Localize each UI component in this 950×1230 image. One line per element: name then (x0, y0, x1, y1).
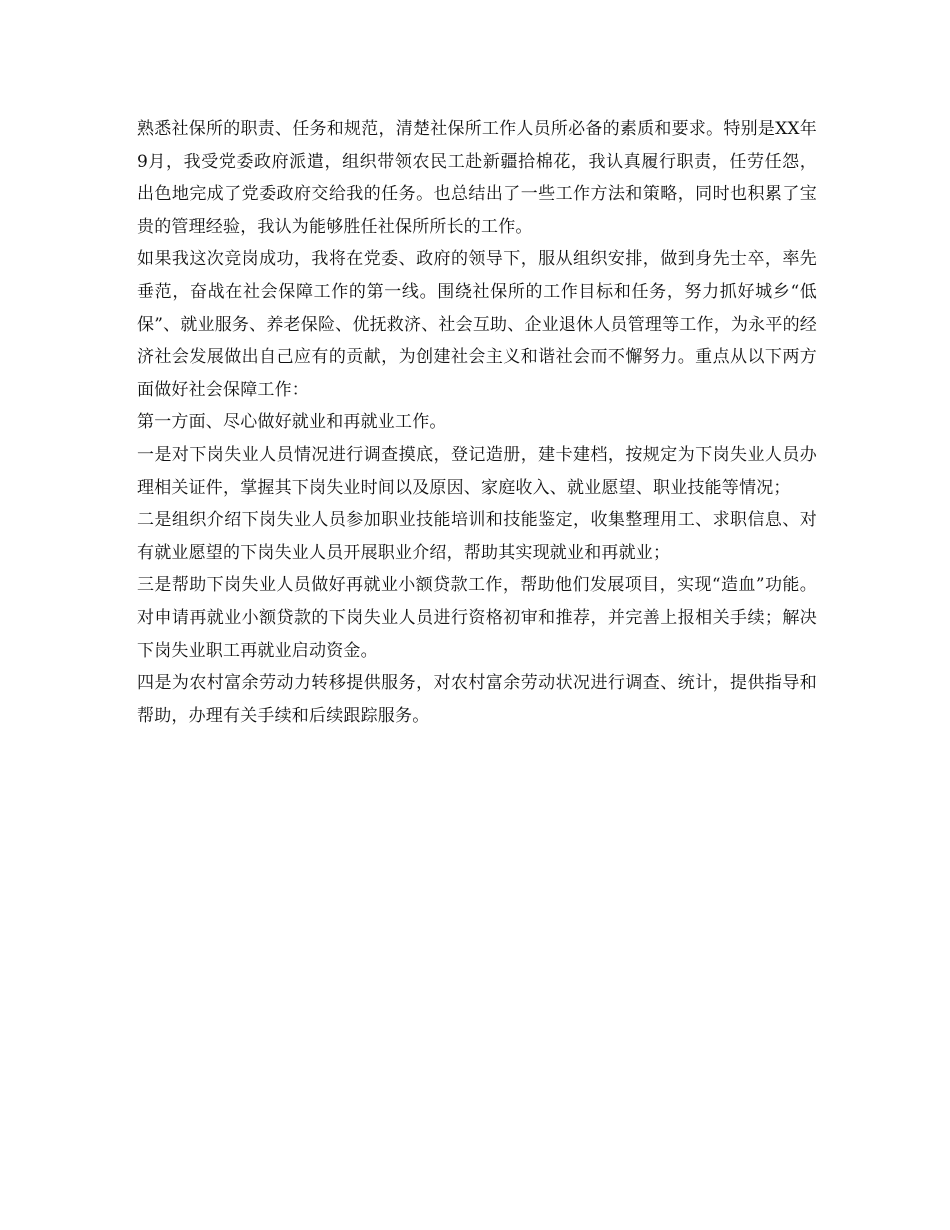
list-item-loans: 三是帮助下岗失业人员做好再就业小额贷款工作，帮助他们发展项目，实现“造血”功能。对申请再就业小额贷款的下岗失业人员进行资格初审和推荐，并完善上报相关手续；解决下岗失业职工再就业启动资金。 (137, 575, 817, 661)
list-item-training: 二是组织介绍下岗失业人员参加职业技能培训和技能鉴定，收集整理用工、求职信息、对有就业愿望的下岗失业人员开展职业介绍，帮助其实现就业和再就业； (137, 510, 817, 563)
paragraph-qualifications: 熟悉社保所的职责、任务和规范，清楚社保所工作人员所必备的素质和要求。特别是XX年9月，我受党委政府派遣，组织带领农民工赴新疆拾棉花，我认真履行职责，任劳任怨，出色地完成了党委政府交给我的任务。也总结出了一些工作方法和策略，同时也积累了宝贵的管理经验，我认为能够胜任社保所所长的工作。 (137, 119, 817, 237)
list-item-survey: 一是对下岗失业人员情况进行调查摸底，登记造册，建卡建档，按规定为下岗失业人员办理相关证件，掌握其下岗失业时间以及原因、家庭收入、就业愿望、职业技能等情况； (137, 444, 817, 498)
paragraph-commitment: 如果我这次竞岗成功，我将在党委、政府的领导下，服从组织安排，做到身先士卒，率先垂范，奋战在社会保障工作的第一线。围绕社保所的工作目标和任务，努力抓好城乡“低保”、就业服务、养老保险、优抚救济、社会互助、企业退休人员管理等工作，为永平的经济社会发展做出自己应有的贡献，为创建社会主义和谐社会而不懈努力。重点从以下两方面做好社会保障工作： (137, 249, 817, 400)
list-item-labor-transfer: 四是为农村富余劳动力转移提供服务，对农村富余劳动状况进行调查、统计，提供指导和帮助，办理有关手续和后续跟踪服务。 (137, 673, 817, 726)
document-body (137, 113, 817, 732)
section-heading-employment: 第一方面、尽心做好就业和再就业工作。 (137, 412, 447, 433)
